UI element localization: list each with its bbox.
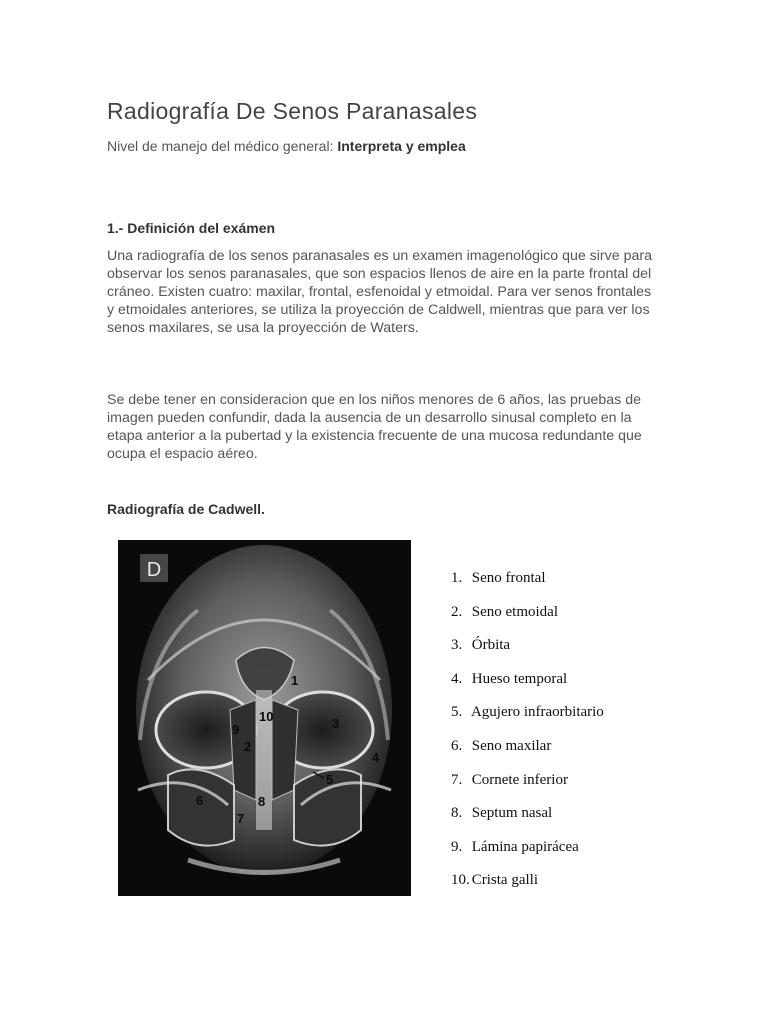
legend-item: 6. Seno maxilar (451, 737, 552, 754)
caldwell-xray-image (118, 540, 411, 896)
management-level-prefix: Nivel de manejo del médico general: (107, 138, 334, 154)
figure-legend (451, 570, 604, 906)
xray-label-1: 1 (291, 673, 299, 688)
xray-illustration (118, 540, 411, 896)
xray-label-7: 7 (237, 811, 245, 826)
legend-item: 7. Cornete inferior (451, 771, 568, 788)
xray-corner-label: D (146, 559, 162, 581)
legend-item: 5. Agujero infraorbitario (451, 704, 604, 721)
children-note-paragraph: Se debe tener en consideracion que en los niños menores de 6 años, las pruebas de imagen pueden confundir, dada la ausencia de un desarrollo sinusal completo en la etapa anterior a la pubertad y la existencia frecuente de una mucosa redundante que ocupa el espacio aéreo. (107, 392, 642, 462)
xray-label-5: 5 (326, 772, 334, 787)
xray-label-2: 2 (244, 739, 252, 754)
legend-item: 3. Órbita (451, 637, 511, 654)
page-title: Radiografía De Senos Paranasales (107, 98, 478, 124)
caldwell-figure (118, 540, 604, 896)
xray-label-4: 4 (372, 750, 380, 765)
xray-label-10: 10 (259, 709, 274, 724)
section-heading-caldwell: Radiografía de Cadwell. (107, 501, 265, 517)
legend-item: 1. Seno frontal (451, 570, 546, 586)
legend-item: 9. Lámina papirácea (451, 838, 579, 855)
legend-item: 10. Crista galli (451, 872, 538, 889)
legend-item: 8. Septum nasal (451, 805, 553, 822)
xray-label-6: 6 (196, 793, 204, 808)
management-level (107, 138, 466, 154)
xray-label-9: 9 (232, 722, 240, 737)
legend-item: 2. Seno etmoidal (451, 603, 558, 620)
section-heading-definition: 1.- Definición del exámen (107, 220, 276, 236)
xray-label-8: 8 (258, 794, 266, 809)
xray-label-3: 3 (332, 716, 340, 731)
legend-item: 4. Hueso temporal (451, 670, 568, 687)
definition-paragraph: Una radiografía de los senos paranasales es un examen imagenológico que sirve para observar los senos paranasales, que son espacios llenos de aire en la parte frontal del cráneo. Existen cuatro: maxilar, frontal, esfenoidal y etmoidal. Para ver senos frontales y etmoidales anteriores, se utiliza la proyección de Caldwell, mientras que para ver los senos maxilares, se usa la proyección de Waters. (107, 248, 652, 336)
management-level-value: Interpreta y emplea (337, 138, 466, 154)
